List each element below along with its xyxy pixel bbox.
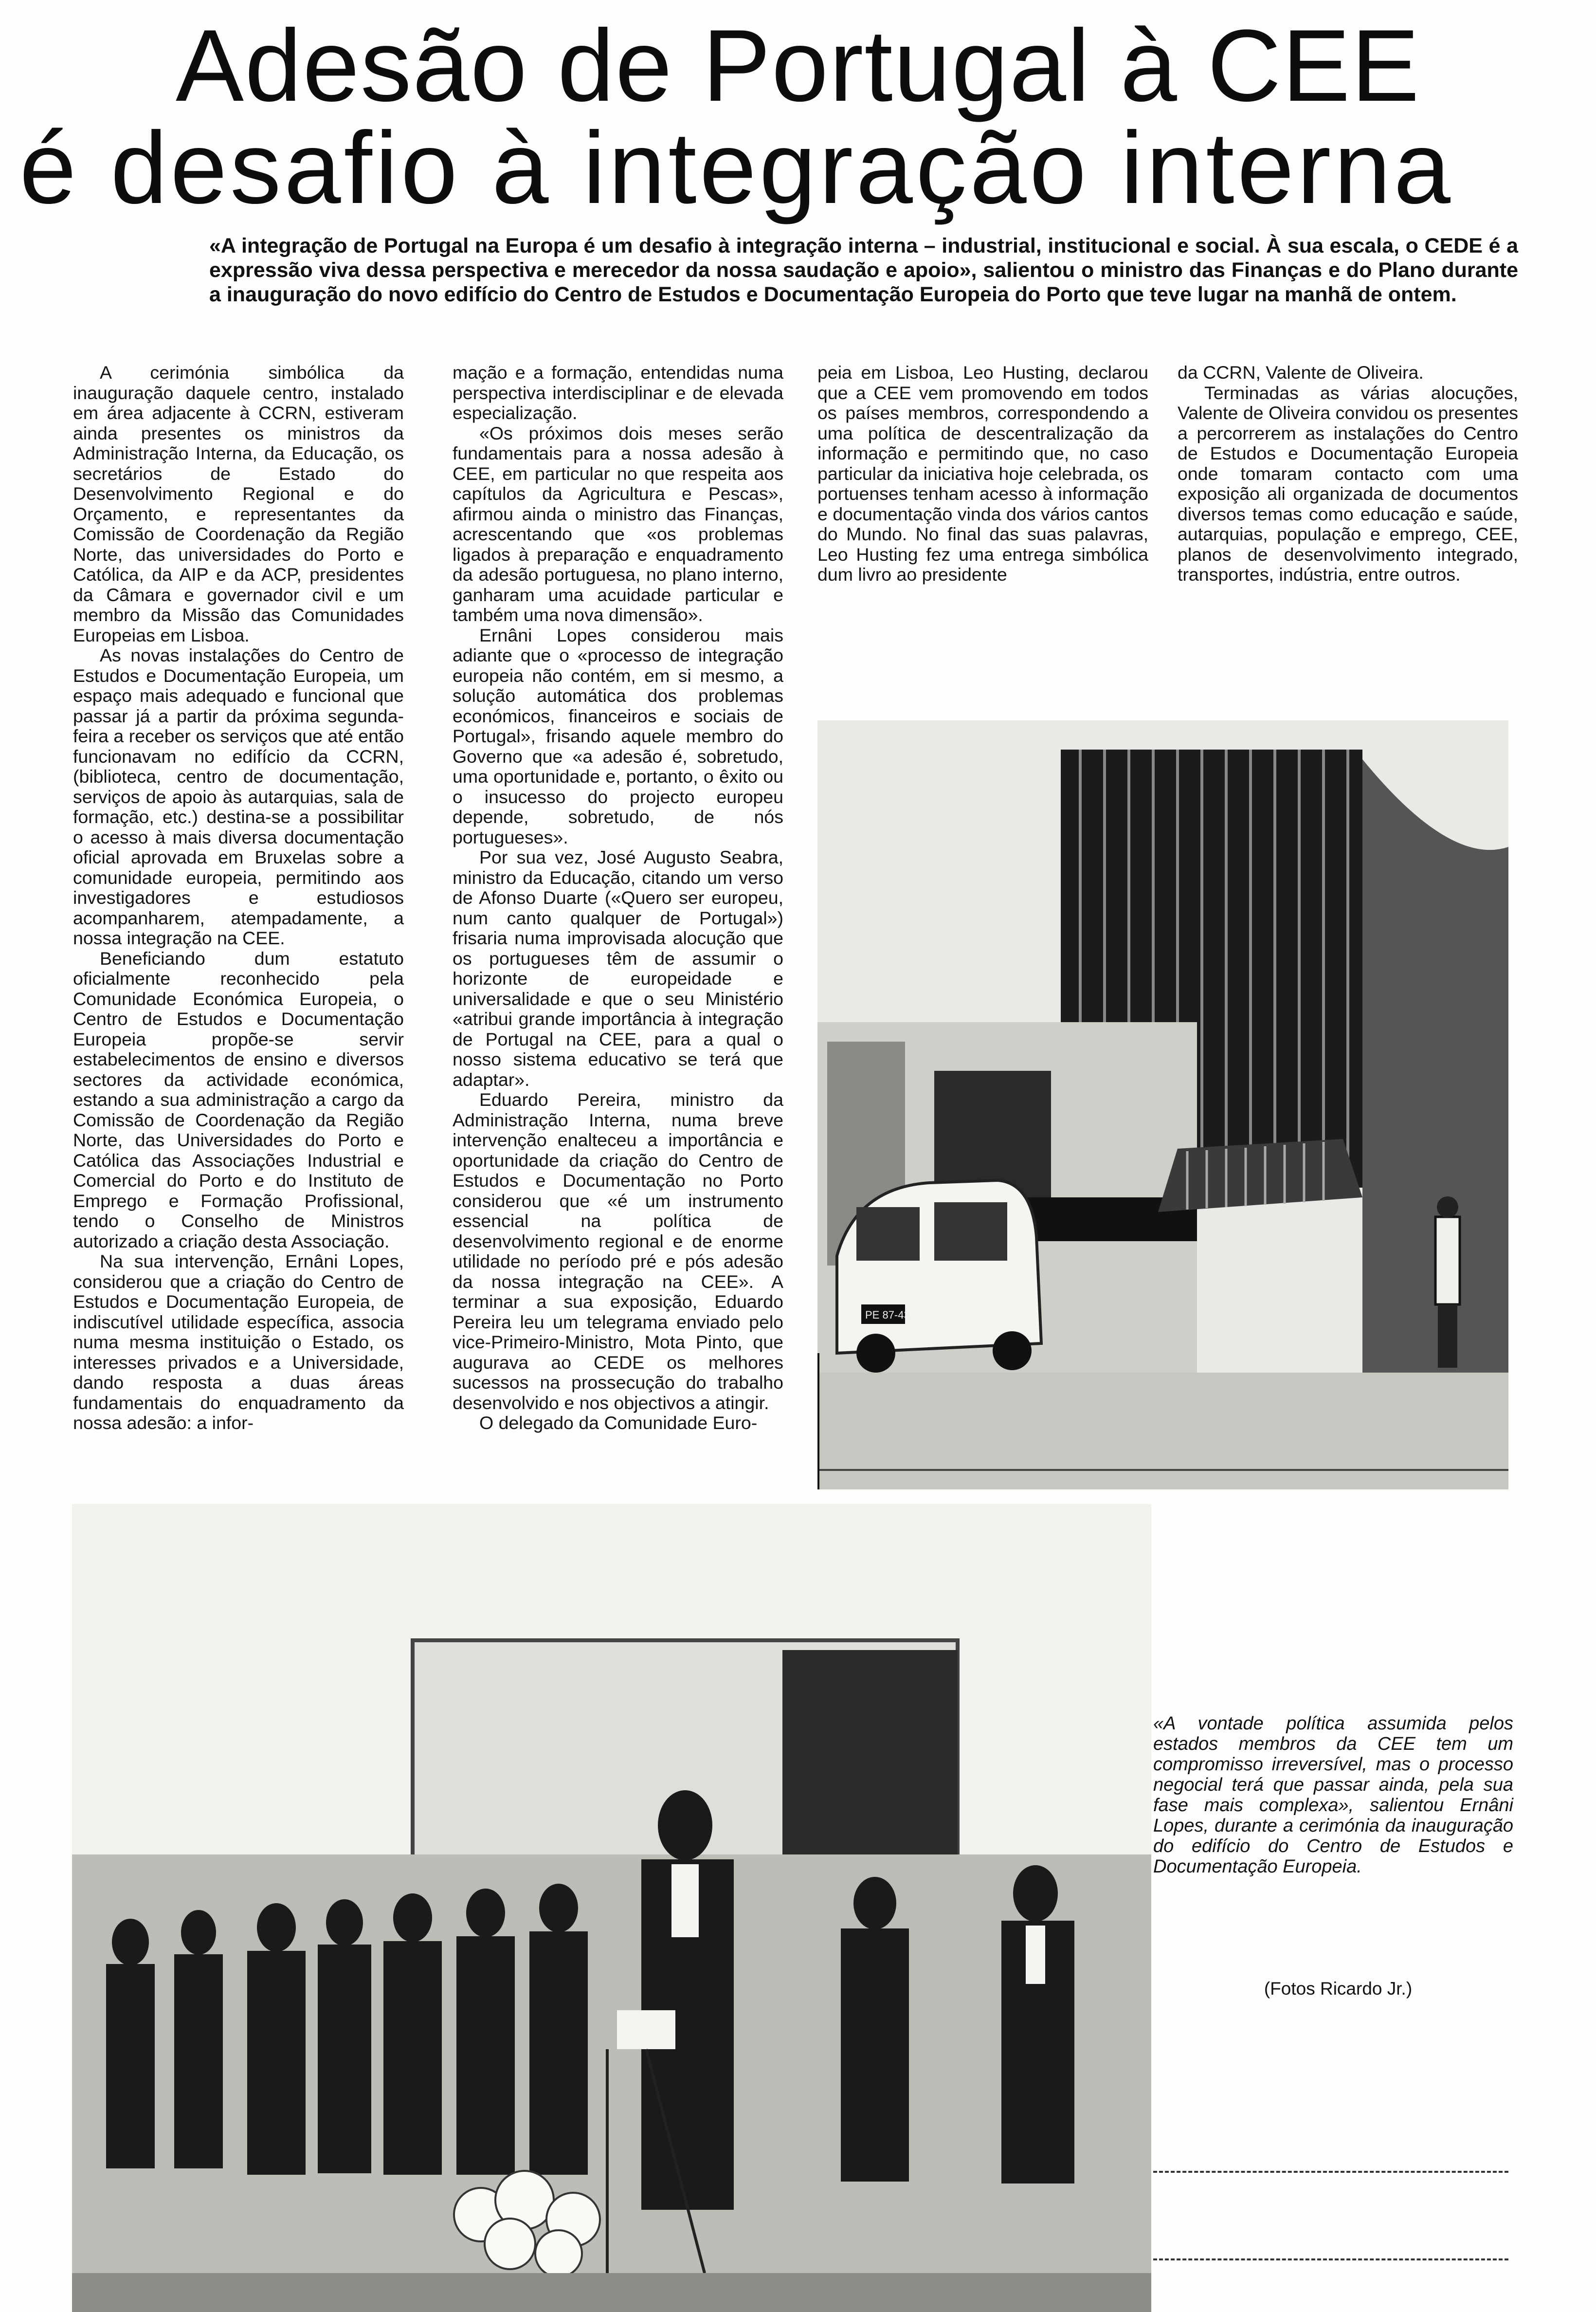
headline-line-1: Adesão de Portugal à CEE	[176, 8, 1420, 123]
article-column-4	[1178, 363, 1518, 585]
lead-paragraph: «A integração de Portugal na Europa é um desafio à integração interna – industrial, institucional e social. À sua escala, o CEDE é a expressão viva dessa perspectiva e merecedor da nossa saudação e apoio», salientou o ministro das Finanças e do Plano durante a inauguração do novo edifício do Centro de Estudos e Documentação Europeia do Porto que teve lugar na manhã de ontem.	[209, 234, 1518, 306]
paragraph: As novas instalações do Centro de Estudos e Documentação Europeia, um espaço mais adequado e funcional que passar já a partir da próxima segunda-feira a receber os serviços que até então funcionavam no edifício da CCRN, (biblioteca, centro de documentação, serviços de apoio às autarquias, sala de formação, etc.) destina-se a possibilitar o acesso à mais diversa documentação oficial aprovada em Bruxelas sobre a comunidade europeia, permitindo aos investigadores e estudiosos acompanharem, atempadamente, a nossa integração na CEE.	[73, 645, 404, 948]
paragraph: «Os próximos dois meses serão fundamentais para a nossa adesão à CEE, em particular no que respeita aos capítulos da Agricultura e Pescas», afirmou ainda o ministro das Finanças, acrescentando que «os problemas ligados à preparação e enquadramento da adesão portuguesa, no plano interno, ganharam uma acuidade particular e também uma nova dimensão».	[453, 422, 783, 625]
article-column-1	[73, 363, 404, 1433]
article-column-2	[453, 363, 783, 1433]
paragraph: da CCRN, Valente de Oliveira.	[1178, 362, 1424, 383]
paragraph: Terminadas as várias alocuções, Valente de Oliveira convidou os presentes a percorrerem as instalações do Centro de Estudos e Documentação Europeia onde tomaram contacto com uma exposição ali organizada de documentos diversos temas como educação e saúde, autarquias, população e emprego, CEE, planos de desenvolvimento integrado, transportes, indústria, entre outros.	[1178, 382, 1518, 585]
paragraph: peia em Lisboa, Leo Husting, declarou que a CEE vem promovendo em todos os países membros, correspondendo a uma política de descentralização da informação e permitindo que, no caso particular da iniciativa hoje celebrada, os portuenses tenham acesso à informação e documentação vinda dos vários cantos do Mundo. No final das suas palavras, Leo Husting fez uma entrega simbólica dum livro ao presidente	[817, 362, 1148, 585]
paragraph: Beneficiando dum estatuto oficialmente reconhecido pela Comunidade Económica Europeia, o Centro de Estudos e Documentação Europeia propõe-se servir estabelecimentos de ensino e diversos sectores da actividade económica, estando a sua administração a cargo da Comissão de Coordenação da Região Norte, das Universidades do Porto e Católica das Associações Industrial e Comercial do Porto e do Instituto de Emprego e Formação Profissional, tendo o Conselho de Ministros autorizado a criação desta Associação.	[73, 948, 404, 1251]
ceremony-photo	[72, 1504, 1151, 2312]
paragraph: Por sua vez, José Augusto Seabra, ministro da Educação, citando um verso de Afonso Duarte («Quero ser europeu, num canto qualquer de Portugal») frisaria numa improvisada alocução que os portugueses têm de assumir o horizonte de europeidade e universalidade e que o seu Ministério «atribui grande importância à integração de Portugal na CEE, para a qual o nosso sistema educativo se terá que adaptar».	[453, 847, 783, 1090]
article-column-3	[817, 363, 1148, 585]
paragraph: mação e a formação, entendidas numa perspectiva interdisciplinar e de elevada especialização.	[453, 362, 783, 423]
building-photo	[817, 720, 1508, 1489]
dashed-divider	[1153, 2171, 1508, 2173]
license-plate: PE 87-43	[865, 1309, 910, 1321]
dashed-divider-lower	[1153, 2258, 1508, 2260]
photo-credit: (Fotos Ricardo Jr.)	[1264, 1979, 1413, 1999]
headline-line-2: é desafio à integração interna	[19, 110, 1453, 225]
paragraph: Ernâni Lopes considerou mais adiante que o «processo de integração europeia não contém, em si mesmo, a solução automática dos problemas económicos, financeiros e sociais de Portugal», frisando aquele membro do Governo que «a adesão é, sobretudo, uma oportunidade e, portanto, o êxito ou o insucesso do projecto europeu depende, sobretudo, de nós portugueses».	[453, 624, 783, 847]
paragraph: A cerimónia simbólica da inauguração daquele centro, instalado em área adjacente à CCRN, estiveram ainda presentes os ministros da Administração Interna, da Educação, os secretários de Estado do Desenvolvimento Regional e do Orçamento, e representantes da Comissão de Coordenação da Região Norte, das universidades do Porto e Católica, da AIP e da ACP, presidentes da Câmara e governador civil e um membro da Missão das Comunidades Europeias em Lisboa.	[73, 362, 404, 645]
photo-caption: «A vontade política assumida pelos estados membros da CEE tem um compromisso irreversível, mas o processo negocial terá que passar ainda, pela sua fase mais complexa», salientou Ernâni Lopes, durante a cerimónia da inauguração do edifício do Centro de Estudos e Documentação Europeia.	[1153, 1713, 1513, 1877]
paragraph: Eduardo Pereira, ministro da Administração Interna, numa breve intervenção enalteceu a importância e oportunidade da criação do Centro de Estudos e Documentação no Porto considerou que «é um instrumento essencial na política de desenvolvimento regional e de enorme utilidade no período pré e pós adesão da nossa integração na CEE». A terminar a sua exposição, Eduardo Pereira leu um telegrama enviado pelo vice-Primeiro-Ministro, Mota Pinto, que augurava ao CEDE os melhores sucessos na prossecução do trabalho desenvolvido e nos objectivos a atingir.	[453, 1089, 783, 1413]
paragraph: Na sua intervenção, Ernâni Lopes, considerou que a criação do Centro de Estudos e Documentação Europeia, de indiscutível utilidade específica, associa numa mesma instituição o Estado, os interesses privados e a Universidade, dando resposta a duas áreas fundamentais do enquadramento da nossa adesão: a infor-	[73, 1251, 404, 1433]
paragraph: O delegado da Comunidade Euro-	[479, 1413, 758, 1433]
